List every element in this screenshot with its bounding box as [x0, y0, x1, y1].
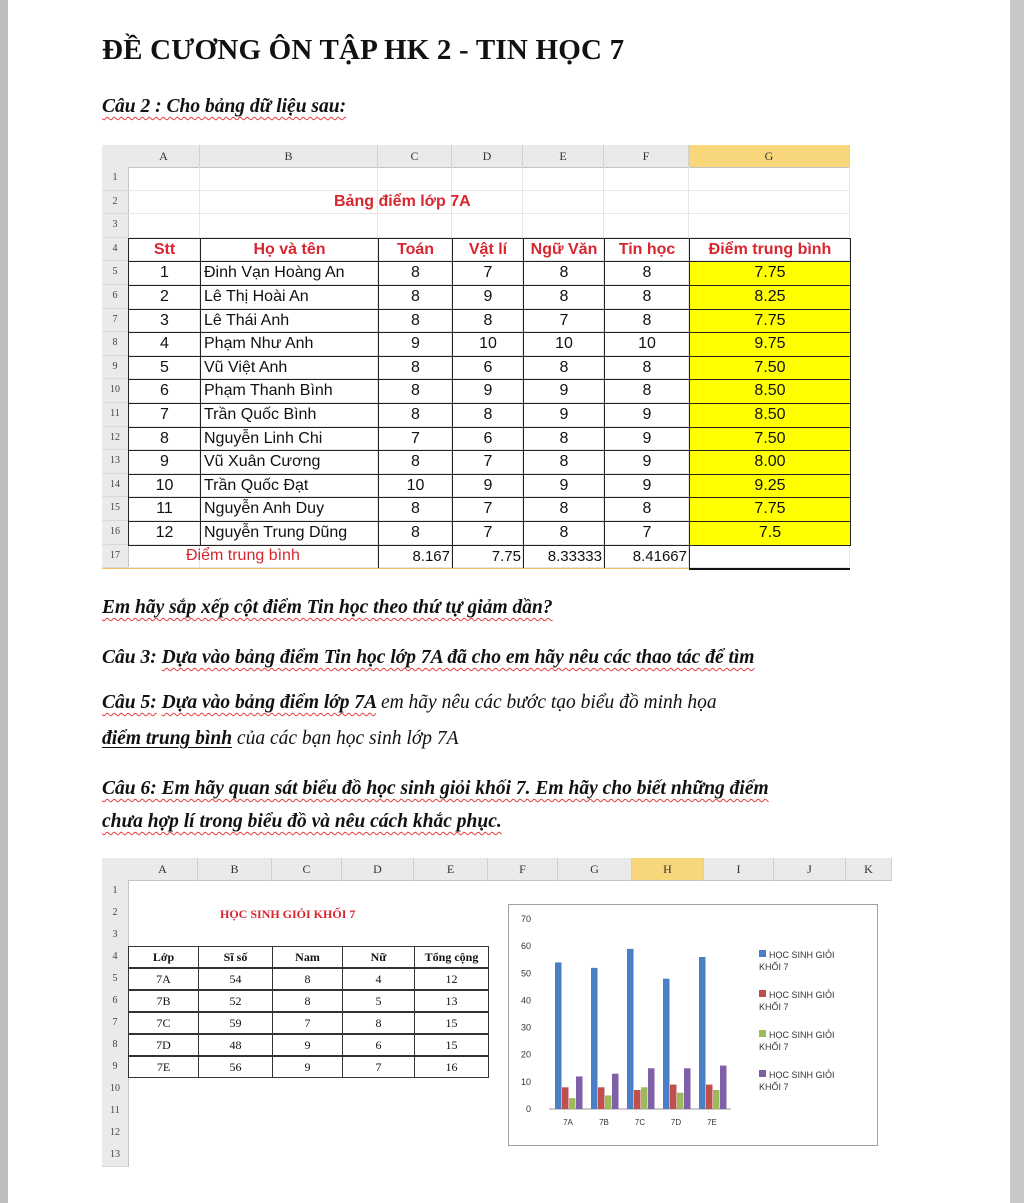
bar [713, 1090, 720, 1109]
score-cell: 8 [378, 497, 453, 522]
grid-cell [378, 214, 452, 238]
question-5 [102, 692, 717, 714]
sheet2-data-cell: 7 [342, 1056, 415, 1078]
sheet2-data-cell: 7A [128, 968, 199, 990]
grid-cell [452, 167, 523, 191]
grid-cell [128, 191, 200, 215]
question-6-line-2-text: chưa hợp lí trong biểu đồ và nêu cách khắc phục. [102, 811, 502, 832]
question-5-text-a: Dựa vào bảng điểm lớp 7A [161, 692, 377, 713]
sheet2-data-cell: 16 [414, 1056, 489, 1078]
sheet-corner [102, 145, 129, 168]
score-cell: 7 [452, 521, 524, 546]
bar [555, 962, 562, 1109]
score-cell: 9 [523, 403, 605, 428]
sheet2-row-header-8: 8 [102, 1034, 129, 1057]
score-cell: 8 [378, 261, 453, 286]
average-cell: 7.75 [689, 261, 851, 286]
score-cell: 8 [378, 450, 453, 475]
bar [641, 1087, 648, 1109]
table-header-cell: Vật lí [452, 238, 524, 263]
sheet2-column-header-d: D [342, 858, 414, 881]
score-cell: 8 [523, 356, 605, 381]
bar [663, 979, 670, 1109]
row-header-11: 11 [102, 403, 129, 427]
grid-cell [200, 167, 378, 191]
average-cell: 7.5 [689, 521, 851, 546]
sheet2-header-cell: Lớp [128, 946, 199, 968]
score-cell: 9 [452, 285, 524, 310]
sheet2-column-header-b: B [198, 858, 272, 881]
sheet2-data-cell: 9 [272, 1056, 343, 1078]
row-header-16: 16 [102, 521, 129, 545]
score-cell: 7 [128, 403, 201, 428]
bar [699, 957, 706, 1109]
x-tick-label: 7C [634, 1118, 646, 1127]
column-header-e: E [523, 145, 604, 168]
average-row-label: Điểm trung bình [186, 546, 300, 564]
score-cell: 11 [128, 497, 201, 522]
score-cell: 10 [523, 332, 605, 357]
question-3-label: Câu 3: [102, 647, 157, 668]
question-2-label: Câu 2 : Cho bảng dữ liệu sau: [102, 96, 347, 117]
legend-label: HỌC SINH GIỎI KHỐI 7 [759, 1030, 835, 1052]
score-cell: 2 [128, 285, 201, 310]
score-cell: 8 [523, 427, 605, 452]
sheet2-column-header-a: A [128, 858, 198, 881]
score-cell: 8 [523, 497, 605, 522]
row-header-9: 9 [102, 356, 129, 380]
sheet2-data-cell: 6 [342, 1034, 415, 1056]
question-3-text: Dựa vào bảng điểm Tin học lớp 7A đã cho em hãy nêu các thao tác để tìm [161, 647, 755, 668]
sheet2-column-header-g: G [558, 858, 632, 881]
score-cell: 8 [378, 379, 453, 404]
y-tick-label: 20 [520, 1049, 531, 1060]
y-tick-label: 30 [520, 1022, 531, 1033]
column-average-cell: 8.33333 [523, 545, 605, 570]
x-tick-label: 7D [670, 1118, 682, 1127]
sheet2-data-cell: 48 [198, 1034, 273, 1056]
chart-area [508, 904, 878, 1146]
column-header-c: C [378, 145, 452, 168]
sheet2-row-header-7: 7 [102, 1012, 129, 1035]
x-tick-label: 7B [599, 1118, 609, 1127]
average-cell: 7.50 [689, 356, 851, 381]
sheet2-row-header-11: 11 [102, 1100, 129, 1123]
score-cell: 9 [604, 427, 690, 452]
score-cell: 8 [378, 521, 453, 546]
sheet2-data-cell: 56 [198, 1056, 273, 1078]
sheet2-data-cell: 7E [128, 1056, 199, 1078]
bar [684, 1068, 691, 1109]
bar [562, 1087, 569, 1109]
grid-cell [604, 167, 689, 191]
grid-cell [128, 167, 200, 191]
student-name-cell: Nguyễn Linh Chi [200, 427, 379, 452]
sheet2-column-header-c: C [272, 858, 342, 881]
question-5-text-d: của các bạn học sinh lớp 7A [236, 728, 459, 749]
sheet-caption: Bảng điểm lớp 7A [334, 192, 471, 210]
legend-label: HỌC SINH GIỎI KHỐI 7 [759, 1070, 835, 1092]
sheet2-data-cell: 8 [272, 990, 343, 1012]
sheet2-column-header-e: E [414, 858, 488, 881]
y-tick-label: 50 [520, 968, 531, 979]
sheet2-corner [102, 858, 129, 881]
x-tick-label: 7A [563, 1118, 573, 1127]
sheet2-column-header-i: I [704, 858, 774, 881]
score-cell: 7 [452, 450, 524, 475]
grid-cell [452, 214, 523, 238]
legend-swatch [759, 1070, 766, 1077]
row-header-13: 13 [102, 450, 129, 474]
column-header-d: D [452, 145, 523, 168]
score-cell: 9 [128, 450, 201, 475]
grid-cell [523, 214, 604, 238]
question-sort [102, 597, 553, 619]
grid-cell [604, 214, 689, 238]
student-name-cell: Vũ Việt Anh [200, 356, 379, 381]
student-name-cell: Phạm Thanh Bình [200, 379, 379, 404]
y-tick-label: 60 [520, 941, 531, 952]
sheet2-row-header-3: 3 [102, 924, 129, 947]
column-header-a: A [128, 145, 200, 168]
average-cell: 9.75 [689, 332, 851, 357]
score-cell: 6 [128, 379, 201, 404]
score-cell: 8 [452, 309, 524, 334]
score-cell: 8 [452, 403, 524, 428]
sheet2-data-cell: 4 [342, 968, 415, 990]
score-cell: 10 [452, 332, 524, 357]
question-5-text-b: em hãy nêu các bước tạo biểu đồ minh họa [380, 692, 717, 713]
legend-entry [759, 949, 849, 973]
grid-cell [689, 214, 850, 238]
score-cell: 6 [452, 427, 524, 452]
sheet2-column-header-f: F [488, 858, 558, 881]
sheet2-data-cell: 59 [198, 1012, 273, 1034]
sheet2-caption: HỌC SINH GIỎI KHỐI 7 [220, 907, 356, 921]
student-name-cell: Trần Quốc Đạt [200, 474, 379, 499]
sheet2-data-cell: 7D [128, 1034, 199, 1056]
grade-spreadsheet [102, 145, 852, 569]
average-cell: 8.50 [689, 379, 851, 404]
score-cell: 10 [378, 474, 453, 499]
average-cell: 7.50 [689, 427, 851, 452]
row-header-5: 5 [102, 261, 129, 285]
column-average-cell: 8.41667 [604, 545, 690, 570]
row-header-14: 14 [102, 474, 129, 498]
page-left-edge [0, 0, 8, 1203]
bar [634, 1090, 641, 1109]
sheet2-data-cell: 7 [272, 1012, 343, 1034]
bar [612, 1074, 619, 1109]
student-name-cell: Đinh Vạn Hoàng An [200, 261, 379, 286]
bar [670, 1085, 677, 1109]
score-cell: 9 [523, 474, 605, 499]
sheet2-row-header-4: 4 [102, 946, 129, 969]
average-cell: 9.25 [689, 474, 851, 499]
student-name-cell: Nguyễn Anh Duy [200, 497, 379, 522]
score-cell: 10 [604, 332, 690, 357]
score-cell: 8 [604, 356, 690, 381]
sheet2-column-header-h: H [632, 858, 704, 881]
row-header-3: 3 [102, 214, 129, 238]
bar [706, 1085, 713, 1109]
score-cell: 8 [604, 379, 690, 404]
y-tick-label: 40 [520, 995, 531, 1006]
score-cell: 8 [604, 309, 690, 334]
student-name-cell: Trần Quốc Bình [200, 403, 379, 428]
sheet2-row-header-5: 5 [102, 968, 129, 991]
score-cell: 7 [452, 497, 524, 522]
row-header-12: 12 [102, 427, 129, 451]
legend-entry [759, 989, 849, 1013]
student-name-cell: Lê Thái Anh [200, 309, 379, 334]
row-header-6: 6 [102, 285, 129, 309]
score-cell: 4 [128, 332, 201, 357]
column-header-f: F [604, 145, 689, 168]
sheet2-data-cell: 54 [198, 968, 273, 990]
honor-students-spreadsheet [102, 858, 892, 1160]
score-cell: 9 [452, 474, 524, 499]
bar [627, 949, 634, 1109]
score-cell: 8 [604, 285, 690, 310]
grid-cell [378, 167, 452, 191]
row-header-4: 4 [102, 238, 129, 262]
average-cell: 7.75 [689, 497, 851, 522]
table-header-cell: Ngữ Văn [523, 238, 605, 263]
score-cell: 8 [378, 285, 453, 310]
bar [605, 1095, 612, 1109]
sheet2-row-header-1: 1 [102, 880, 129, 903]
score-cell: 3 [128, 309, 201, 334]
score-cell: 7 [604, 521, 690, 546]
sheet2-data-cell: 13 [414, 990, 489, 1012]
score-cell: 1 [128, 261, 201, 286]
question-2 [102, 96, 346, 118]
bar [677, 1093, 684, 1109]
question-5-line-2 [102, 728, 459, 750]
legend-swatch [759, 990, 766, 997]
page-right-edge [1010, 0, 1024, 1203]
column-header-g: G [689, 145, 850, 168]
table-header-cell: Tin học [604, 238, 690, 263]
bar [720, 1066, 727, 1109]
column-header-b: B [200, 145, 378, 168]
score-cell: 5 [128, 356, 201, 381]
sheet2-row-header-13: 13 [102, 1144, 129, 1167]
score-cell: 9 [452, 379, 524, 404]
average-cell: 7.75 [689, 309, 851, 334]
grid-cell [523, 191, 604, 215]
legend-label: HỌC SINH GIỎI KHỐI 7 [759, 990, 835, 1012]
sheet2-row-header-9: 9 [102, 1056, 129, 1079]
sheet2-data-cell: 15 [414, 1034, 489, 1056]
score-cell: 9 [604, 474, 690, 499]
student-name-cell: Lê Thị Hoài An [200, 285, 379, 310]
question-6-line-2 [102, 811, 502, 833]
row-header-10: 10 [102, 379, 129, 403]
row-header-15: 15 [102, 497, 129, 521]
bar [648, 1068, 655, 1109]
table-header-cell: Toán [378, 238, 453, 263]
question-6 [102, 778, 769, 800]
question-6-line-1: Câu 6: Em hãy quan sát biểu đồ học sinh giỏi khối 7. Em hãy cho biết những điểm [102, 778, 769, 799]
y-tick-label: 10 [520, 1076, 531, 1087]
x-tick-label: 7E [707, 1118, 717, 1127]
score-cell: 8 [604, 261, 690, 286]
score-cell: 8 [128, 427, 201, 452]
score-cell: 9 [378, 332, 453, 357]
row-header-7: 7 [102, 309, 129, 333]
grid-cell [200, 214, 378, 238]
sheet2-row-header-6: 6 [102, 990, 129, 1013]
grid-cell [689, 545, 850, 569]
bar [576, 1076, 583, 1109]
score-cell: 7 [378, 427, 453, 452]
average-bottom-line [689, 568, 850, 570]
average-cell: 8.50 [689, 403, 851, 428]
grid-cell [689, 191, 850, 215]
document-title: ĐỀ CƯƠNG ÔN TẬP HK 2 - TIN HỌC 7 [102, 34, 625, 66]
row-header-17: 17 [102, 545, 129, 569]
legend-label: HỌC SINH GIỎI KHỐI 7 [759, 950, 835, 972]
score-cell: 8 [523, 450, 605, 475]
sheet2-data-cell: 8 [272, 968, 343, 990]
sheet2-header-cell: Tổng cộng [414, 946, 489, 968]
average-cell: 8.00 [689, 450, 851, 475]
student-name-cell: Vũ Xuân Cương [200, 450, 379, 475]
sheet2-header-cell: Nữ [342, 946, 415, 968]
question-3 [102, 647, 754, 669]
grid-cell [689, 167, 850, 191]
score-cell: 9 [523, 379, 605, 404]
sheet2-header-cell: Sĩ số [198, 946, 273, 968]
legend-swatch [759, 950, 766, 957]
table-header-cell: Điểm trung bình [689, 238, 851, 263]
score-cell: 9 [604, 450, 690, 475]
legend-swatch [759, 1030, 766, 1037]
sheet2-data-cell: 9 [272, 1034, 343, 1056]
average-cell: 8.25 [689, 285, 851, 310]
student-name-cell: Nguyễn Trung Dũng [200, 521, 379, 546]
sheet2-data-cell: 5 [342, 990, 415, 1012]
sheet2-row-header-10: 10 [102, 1078, 129, 1101]
score-cell: 7 [452, 261, 524, 286]
score-cell: 8 [523, 261, 605, 286]
sheet2-column-header-j: J [774, 858, 846, 881]
score-cell: 12 [128, 521, 201, 546]
question-5-text-c: điểm trung bình [102, 728, 233, 749]
question-5-label: Câu 5: [102, 692, 157, 713]
table-header-cell: Stt [128, 238, 201, 263]
score-cell: 9 [604, 403, 690, 428]
grid-cell [523, 167, 604, 191]
row-header-2: 2 [102, 191, 129, 215]
sheet2-data-cell: 52 [198, 990, 273, 1012]
sheet2-data-cell: 15 [414, 1012, 489, 1034]
y-tick-label: 70 [520, 914, 531, 924]
sheet2-row-header-2: 2 [102, 902, 129, 925]
grid-cell [604, 191, 689, 215]
bar-chart [509, 905, 877, 1145]
sheet2-data-cell: 12 [414, 968, 489, 990]
sheet2-data-cell: 7B [128, 990, 199, 1012]
score-cell: 8 [378, 309, 453, 334]
score-cell: 8 [523, 521, 605, 546]
sheet2-row-header-12: 12 [102, 1122, 129, 1145]
score-cell: 7 [523, 309, 605, 334]
bar [569, 1098, 576, 1109]
score-cell: 8 [378, 356, 453, 381]
score-cell: 8 [378, 403, 453, 428]
student-name-cell: Phạm Như Anh [200, 332, 379, 357]
legend-entry [759, 1029, 849, 1053]
table-header-cell: Họ và tên [200, 238, 379, 263]
score-cell: 8 [604, 497, 690, 522]
sheet2-data-cell: 8 [342, 1012, 415, 1034]
sheet2-column-header-k: K [846, 858, 892, 881]
column-average-cell: 8.167 [378, 545, 453, 570]
bar [598, 1087, 605, 1109]
sheet2-data-cell: 7C [128, 1012, 199, 1034]
grid-cell [128, 214, 200, 238]
column-average-cell: 7.75 [452, 545, 524, 570]
row-header-8: 8 [102, 332, 129, 356]
score-cell: 10 [128, 474, 201, 499]
sheet-bottom-line [102, 568, 689, 569]
legend-entry [759, 1069, 849, 1093]
sheet2-header-cell: Nam [272, 946, 343, 968]
question-sort-text: Em hãy sắp xếp cột điểm Tin học theo thứ tự giảm dần? [102, 597, 553, 618]
score-cell: 6 [452, 356, 524, 381]
score-cell: 8 [523, 285, 605, 310]
bar [591, 968, 598, 1109]
y-tick-label: 0 [525, 1104, 531, 1114]
row-header-1: 1 [102, 167, 129, 191]
